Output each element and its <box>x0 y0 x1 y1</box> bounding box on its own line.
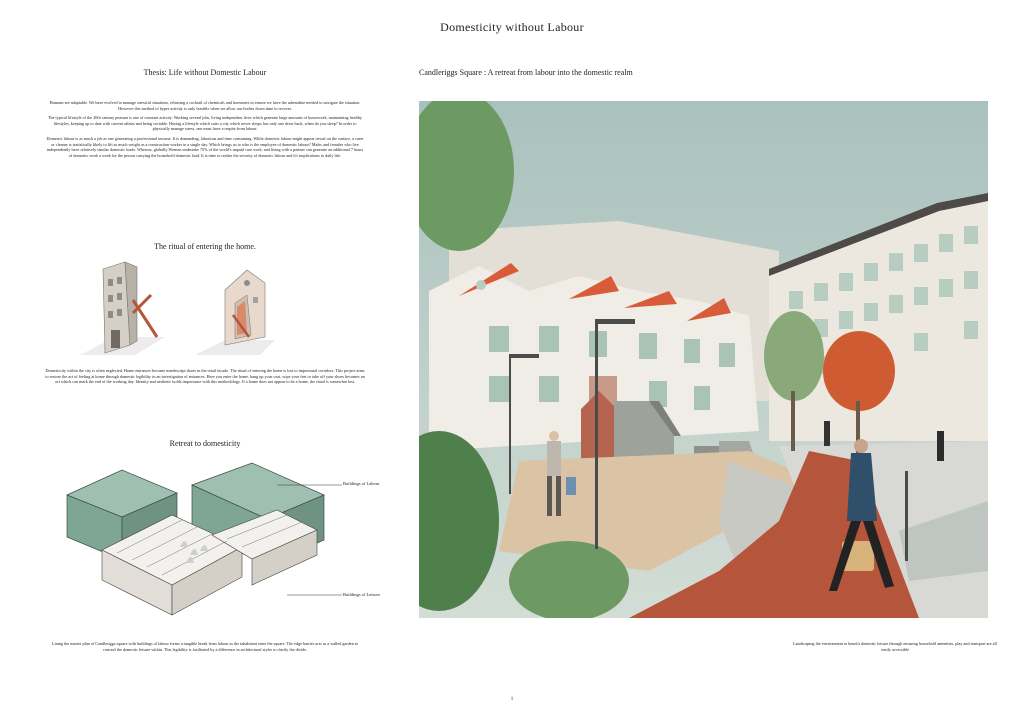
thesis-paragraph-1: Humans are adaptable. We have evolved to manage stressful situations, releasing a cocktail of chemicals and hormones to ensure we have the adrenaline needed to navigate the situation. However this method of hyper activity is only feasible when we allow our bodies down time to recover. <box>49 100 361 111</box>
ritual-entrance-illustration <box>75 255 275 365</box>
ritual-caption: Domesticity within the city is often neglected. Home entrances become nondescript doors in the retail facade. The ritual of entering the home is lost to impersonal corridors. This project aims to restore the act of feeling at home through domestic legibility in an investigation of entrances. Here you enter the home, hang up your coat, wipe your feet or take off your shoes becomes an act which can mark the end of the working day. Identity and aesthetic holds importance with this methodology. If a home does not appear to be a home, the ritual is somewhat lost. <box>45 368 365 385</box>
candleriggs-square-render <box>419 101 988 618</box>
thesis-paragraph-2: The typical lifestyle of the 20th century peasant is one of constant activity. Working several jobs, living independent lives which generate large amounts of housework, maintaining healthy lifestyles, keeping up to date with current affairs and being sociable. Having a lifestyle which suits a city which never sleeps has only one draw back, when do you sleep? In order to physically manage stress, one must have a respite from labour. <box>47 115 363 132</box>
thesis-paragraph-3: Domestic labour is as much a job as one generating a professional income. It is demanding, laborious and time consuming. While domestic labour might appear trivial on the surface, a carer or cleaner is statistically likely to lift as much weight as a construction worker in a single day. Which brings us to who is the employee of domestic labour? Males and females who live independently have relatively similar domestic loads. Whereas, globally Women undertake 75% of the world's unpaid care work, and living with a partner can generate an additional 7 hours of domestic work a week for the person carrying the household domestic load. It is time to realise the severity of domestic labour and it's implications to daily life. <box>46 135 364 158</box>
masterplan-axonometric <box>62 455 342 625</box>
retreat-caption: Lining the master plan of Candleriggs square with buildings of labour forms a tangible break from labour as the inhabitant enter the square. The edge barrier acts as a walled garden to conceal the domestic leisure within. This legibility is facilitated by a difference in architectural styles to clarify the divide. <box>51 641 359 652</box>
retreat-heading: Retreat to domesticity <box>169 439 241 448</box>
page-number: 1 <box>510 697 514 702</box>
entrance-building-left <box>80 262 165 355</box>
thesis-heading: Thesis: Life without Domestic Labour <box>143 68 267 77</box>
label-buildings-of-leisure: Buildings of Leisure <box>343 592 380 597</box>
render-heading: Candleriggs Square : A retreat from labour into the domestic realm <box>419 68 633 77</box>
label-buildings-of-labour: Buildings of Labour <box>343 481 380 486</box>
thesis-text <box>45 100 365 162</box>
render-caption: Landscaping the environment to benefit domestic leisure through ensuring household amenities, play and transport are all easily accessible <box>793 641 997 652</box>
page-title: Domesticity without Labour <box>440 20 584 34</box>
entrance-building-right <box>195 270 275 355</box>
ritual-heading: The ritual of entering the home. <box>154 242 256 251</box>
